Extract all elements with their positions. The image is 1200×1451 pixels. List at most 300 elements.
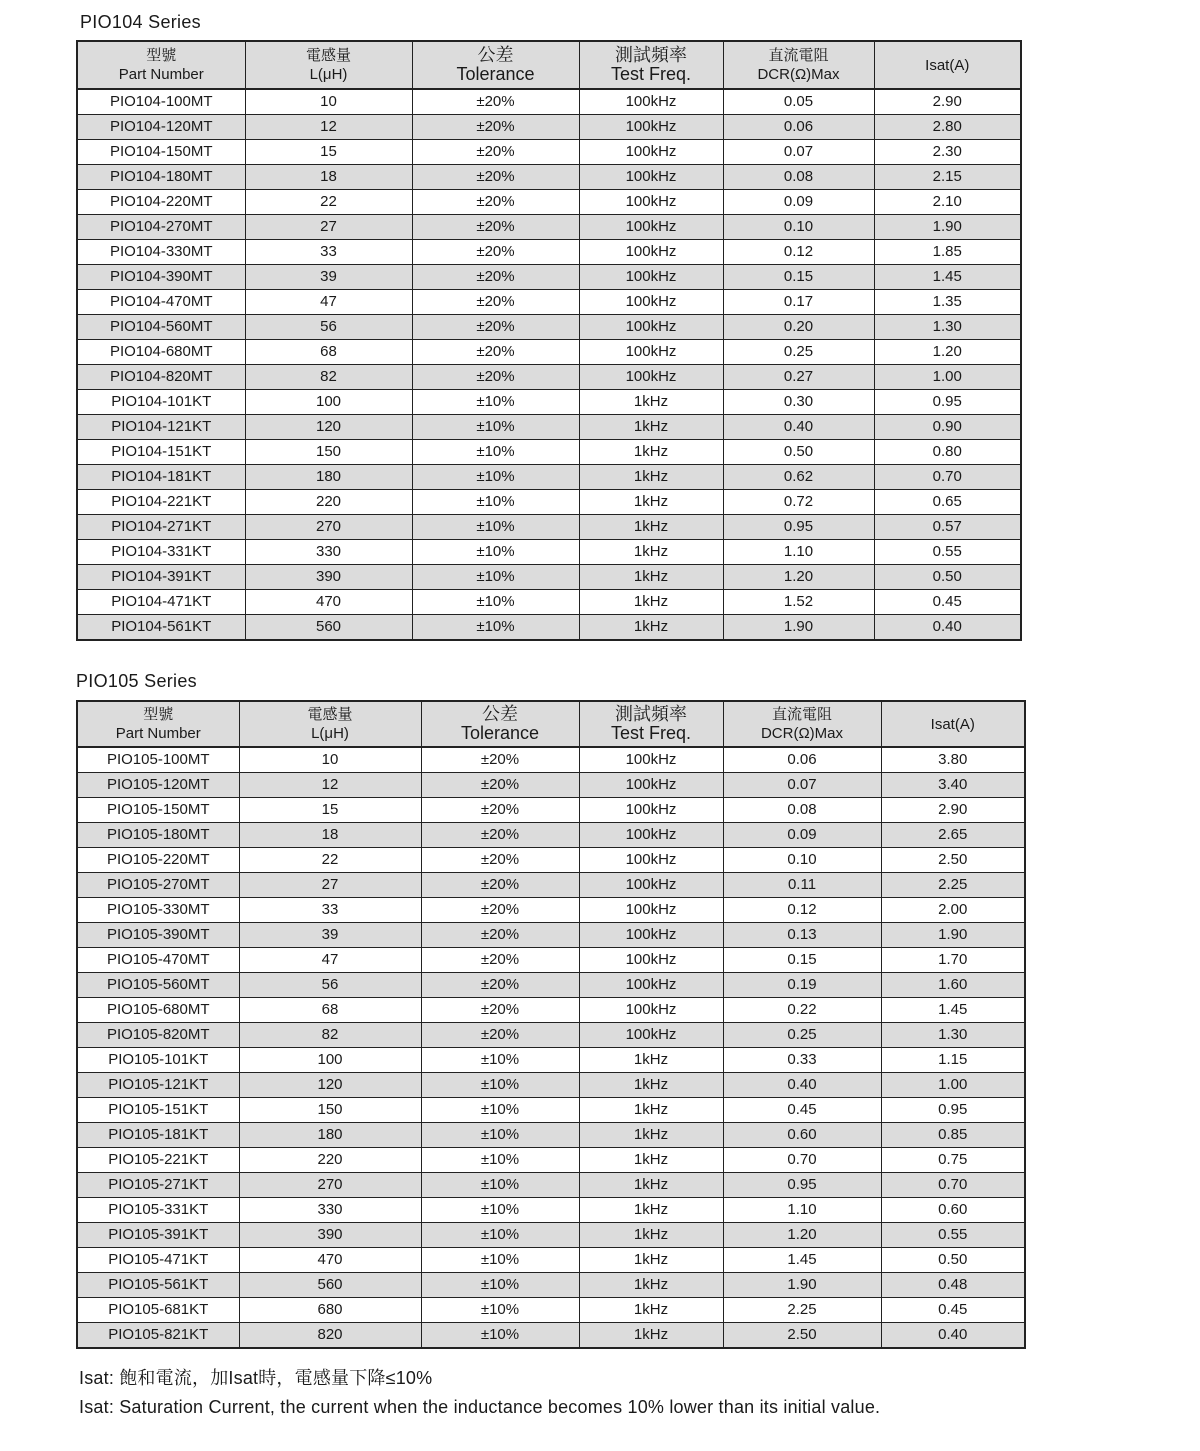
cell-test-freq: 100kHz — [579, 215, 723, 240]
cell-part-number: PIO104-820MT — [77, 365, 245, 390]
cell-tolerance: ±20% — [412, 190, 579, 215]
cell-inductance: 56 — [245, 315, 412, 340]
cell-tolerance: ±10% — [412, 590, 579, 615]
cell-dcr: 0.07 — [723, 140, 874, 165]
cell-tolerance: ±20% — [421, 923, 579, 948]
cell-part-number: PIO105-471KT — [77, 1248, 239, 1273]
cell-test-freq: 1kHz — [579, 1173, 723, 1198]
cell-inductance: 560 — [239, 1273, 421, 1298]
table-row — [77, 798, 1025, 823]
cell-test-freq: 1kHz — [579, 515, 723, 540]
cell-inductance: 22 — [245, 190, 412, 215]
cell-test-freq: 1kHz — [579, 1323, 723, 1349]
cell-tolerance: ±20% — [421, 773, 579, 798]
cell-test-freq: 1kHz — [579, 1148, 723, 1173]
cell-tolerance: ±10% — [412, 615, 579, 641]
cell-part-number: PIO105-271KT — [77, 1173, 239, 1198]
table-row — [77, 140, 1021, 165]
cell-dcr: 0.20 — [723, 315, 874, 340]
cell-test-freq: 1kHz — [579, 415, 723, 440]
header-test-freq: 測試頻率 Test Freq. — [579, 701, 723, 747]
table-row — [77, 1173, 1025, 1198]
cell-isat: 0.90 — [874, 415, 1021, 440]
cell-inductance: 100 — [245, 390, 412, 415]
cell-test-freq: 100kHz — [579, 190, 723, 215]
cell-test-freq: 1kHz — [579, 440, 723, 465]
cell-isat: 2.10 — [874, 190, 1021, 215]
cell-dcr: 0.08 — [723, 165, 874, 190]
header-dcr: 直流電阻 DCR(Ω)Max — [723, 41, 874, 89]
table-row — [77, 873, 1025, 898]
cell-part-number: PIO105-681KT — [77, 1298, 239, 1323]
cell-part-number: PIO105-120MT — [77, 773, 239, 798]
cell-inductance: 270 — [245, 515, 412, 540]
table-row — [77, 1273, 1025, 1298]
cell-isat: 0.45 — [874, 590, 1021, 615]
cell-isat: 1.00 — [881, 1073, 1025, 1098]
cell-test-freq: 100kHz — [579, 948, 723, 973]
cell-inductance: 27 — [245, 215, 412, 240]
cell-isat: 0.85 — [881, 1123, 1025, 1148]
cell-tolerance: ±10% — [412, 415, 579, 440]
table-row — [77, 440, 1021, 465]
cell-dcr: 0.50 — [723, 440, 874, 465]
cell-inductance: 330 — [239, 1198, 421, 1223]
table-row — [77, 848, 1025, 873]
cell-part-number: PIO105-121KT — [77, 1073, 239, 1098]
cell-test-freq: 1kHz — [579, 615, 723, 641]
cell-dcr: 0.22 — [723, 998, 881, 1023]
cell-dcr: 1.20 — [723, 1223, 881, 1248]
cell-tolerance: ±10% — [421, 1323, 579, 1349]
cell-isat: 0.48 — [881, 1273, 1025, 1298]
table-row — [77, 1098, 1025, 1123]
cell-dcr: 0.70 — [723, 1148, 881, 1173]
table-row — [77, 240, 1021, 265]
table-row — [77, 565, 1021, 590]
table-row — [77, 1223, 1025, 1248]
cell-isat: 0.80 — [874, 440, 1021, 465]
cell-inductance: 18 — [239, 823, 421, 848]
cell-part-number: PIO104-391KT — [77, 565, 245, 590]
cell-test-freq: 1kHz — [579, 1223, 723, 1248]
cell-dcr: 0.25 — [723, 340, 874, 365]
table-header-row — [77, 701, 1025, 747]
cell-tolerance: ±20% — [412, 365, 579, 390]
cell-inductance: 12 — [245, 115, 412, 140]
cell-part-number: PIO105-180MT — [77, 823, 239, 848]
cell-isat: 0.55 — [881, 1223, 1025, 1248]
cell-test-freq: 100kHz — [579, 1023, 723, 1048]
cell-dcr: 1.90 — [723, 1273, 881, 1298]
cell-part-number: PIO104-390MT — [77, 265, 245, 290]
cell-part-number: PIO104-221KT — [77, 490, 245, 515]
cell-test-freq: 100kHz — [579, 898, 723, 923]
table-row — [77, 615, 1021, 641]
cell-tolerance: ±20% — [421, 973, 579, 998]
cell-test-freq: 1kHz — [579, 1298, 723, 1323]
note-isat-chinese: Isat: 飽和電流，加Isat時，電感量下降≤10% — [79, 1368, 433, 1388]
cell-dcr: 0.05 — [723, 89, 874, 115]
cell-isat: 0.95 — [881, 1098, 1025, 1123]
cell-part-number: PIO104-470MT — [77, 290, 245, 315]
cell-inductance: 220 — [239, 1148, 421, 1173]
table-row — [77, 773, 1025, 798]
cell-isat: 2.90 — [881, 798, 1025, 823]
cell-test-freq: 100kHz — [579, 973, 723, 998]
cell-dcr: 2.50 — [723, 1323, 881, 1349]
cell-part-number: PIO105-220MT — [77, 848, 239, 873]
cell-inductance: 68 — [239, 998, 421, 1023]
cell-inductance: 820 — [239, 1323, 421, 1349]
cell-test-freq: 1kHz — [579, 1248, 723, 1273]
cell-part-number: PIO105-470MT — [77, 948, 239, 973]
series-title-pio104: PIO104 Series — [80, 12, 201, 32]
cell-dcr: 0.40 — [723, 1073, 881, 1098]
cell-inductance: 82 — [245, 365, 412, 390]
cell-dcr: 0.62 — [723, 465, 874, 490]
cell-test-freq: 100kHz — [579, 240, 723, 265]
cell-tolerance: ±10% — [412, 515, 579, 540]
table-row — [77, 1198, 1025, 1223]
cell-test-freq: 100kHz — [579, 873, 723, 898]
cell-tolerance: ±20% — [412, 240, 579, 265]
cell-isat: 0.75 — [881, 1148, 1025, 1173]
cell-tolerance: ±10% — [421, 1123, 579, 1148]
cell-isat: 1.90 — [874, 215, 1021, 240]
cell-test-freq: 100kHz — [579, 340, 723, 365]
cell-isat: 1.00 — [874, 365, 1021, 390]
cell-part-number: PIO104-560MT — [77, 315, 245, 340]
cell-part-number: PIO105-680MT — [77, 998, 239, 1023]
cell-dcr: 1.20 — [723, 565, 874, 590]
table-row — [77, 973, 1025, 998]
cell-tolerance: ±10% — [421, 1248, 579, 1273]
cell-tolerance: ±20% — [421, 1023, 579, 1048]
table-row — [77, 415, 1021, 440]
cell-inductance: 33 — [245, 240, 412, 265]
cell-isat: 1.45 — [881, 998, 1025, 1023]
cell-tolerance: ±10% — [412, 390, 579, 415]
table-row — [77, 190, 1021, 215]
cell-test-freq: 100kHz — [579, 998, 723, 1023]
table-row — [77, 515, 1021, 540]
table-row — [77, 315, 1021, 340]
cell-part-number: PIO104-271KT — [77, 515, 245, 540]
cell-dcr: 0.19 — [723, 973, 881, 998]
cell-dcr: 0.15 — [723, 265, 874, 290]
cell-dcr: 1.10 — [723, 540, 874, 565]
cell-inductance: 220 — [245, 490, 412, 515]
cell-part-number: PIO105-330MT — [77, 898, 239, 923]
table-row — [77, 590, 1021, 615]
cell-inductance: 470 — [245, 590, 412, 615]
cell-inductance: 27 — [239, 873, 421, 898]
cell-inductance: 680 — [239, 1298, 421, 1323]
cell-tolerance: ±10% — [412, 440, 579, 465]
cell-dcr: 0.45 — [723, 1098, 881, 1123]
table-row — [77, 998, 1025, 1023]
table-row — [77, 1148, 1025, 1173]
cell-inductance: 68 — [245, 340, 412, 365]
table-row — [77, 747, 1025, 773]
cell-inductance: 22 — [239, 848, 421, 873]
cell-tolerance: ±10% — [421, 1048, 579, 1073]
table-row — [77, 390, 1021, 415]
cell-isat: 0.45 — [881, 1298, 1025, 1323]
cell-part-number: PIO105-181KT — [77, 1123, 239, 1148]
cell-part-number: PIO104-101KT — [77, 390, 245, 415]
cell-part-number: PIO104-561KT — [77, 615, 245, 641]
cell-test-freq: 1kHz — [579, 540, 723, 565]
cell-isat: 3.40 — [881, 773, 1025, 798]
table-row — [77, 365, 1021, 390]
cell-isat: 0.40 — [881, 1323, 1025, 1349]
cell-tolerance: ±10% — [421, 1098, 579, 1123]
cell-isat: 1.85 — [874, 240, 1021, 265]
cell-part-number: PIO104-120MT — [77, 115, 245, 140]
cell-isat: 0.55 — [874, 540, 1021, 565]
cell-test-freq: 1kHz — [579, 465, 723, 490]
cell-test-freq: 100kHz — [579, 365, 723, 390]
cell-part-number: PIO104-151KT — [77, 440, 245, 465]
cell-tolerance: ±20% — [412, 265, 579, 290]
cell-tolerance: ±10% — [421, 1198, 579, 1223]
cell-dcr: 2.25 — [723, 1298, 881, 1323]
cell-isat: 0.65 — [874, 490, 1021, 515]
header-part-number: 型號 Part Number — [77, 41, 245, 89]
cell-tolerance: ±20% — [412, 165, 579, 190]
table-row — [77, 165, 1021, 190]
note-isat-english: Isat: Saturation Current, the current when the inductance becomes 10% lower than its initial value. — [79, 1397, 881, 1417]
table-row — [77, 823, 1025, 848]
cell-dcr: 1.45 — [723, 1248, 881, 1273]
cell-inductance: 82 — [239, 1023, 421, 1048]
cell-test-freq: 1kHz — [579, 1123, 723, 1148]
cell-dcr: 0.15 — [723, 948, 881, 973]
cell-test-freq: 100kHz — [579, 798, 723, 823]
cell-isat: 2.00 — [881, 898, 1025, 923]
cell-isat: 1.60 — [881, 973, 1025, 998]
table-row — [77, 923, 1025, 948]
header-part-number: 型號 Part Number — [77, 701, 239, 747]
cell-tolerance: ±10% — [412, 465, 579, 490]
cell-test-freq: 1kHz — [579, 1048, 723, 1073]
cell-test-freq: 100kHz — [579, 89, 723, 115]
cell-dcr: 0.72 — [723, 490, 874, 515]
cell-test-freq: 100kHz — [579, 823, 723, 848]
cell-dcr: 0.60 — [723, 1123, 881, 1148]
table-row — [77, 1323, 1025, 1349]
cell-dcr: 0.12 — [723, 898, 881, 923]
cell-tolerance: ±20% — [412, 215, 579, 240]
cell-isat: 2.25 — [881, 873, 1025, 898]
cell-dcr: 0.27 — [723, 365, 874, 390]
cell-test-freq: 100kHz — [579, 265, 723, 290]
header-inductance: 電感量 L(μH) — [239, 701, 421, 747]
cell-test-freq: 1kHz — [579, 590, 723, 615]
cell-part-number: PIO104-680MT — [77, 340, 245, 365]
cell-part-number: PIO105-821KT — [77, 1323, 239, 1349]
cell-dcr: 0.33 — [723, 1048, 881, 1073]
cell-inductance: 150 — [245, 440, 412, 465]
cell-inductance: 150 — [239, 1098, 421, 1123]
cell-part-number: PIO104-331KT — [77, 540, 245, 565]
cell-test-freq: 100kHz — [579, 140, 723, 165]
cell-inductance: 390 — [239, 1223, 421, 1248]
cell-test-freq: 100kHz — [579, 315, 723, 340]
table-row — [77, 540, 1021, 565]
cell-tolerance: ±20% — [421, 848, 579, 873]
cell-part-number: PIO105-561KT — [77, 1273, 239, 1298]
cell-inductance: 10 — [245, 89, 412, 115]
cell-dcr: 1.90 — [723, 615, 874, 641]
cell-inductance: 33 — [239, 898, 421, 923]
cell-tolerance: ±10% — [412, 540, 579, 565]
table-row — [77, 340, 1021, 365]
cell-inductance: 39 — [245, 265, 412, 290]
cell-part-number: PIO104-330MT — [77, 240, 245, 265]
cell-part-number: PIO105-331KT — [77, 1198, 239, 1223]
cell-tolerance: ±20% — [421, 898, 579, 923]
cell-test-freq: 100kHz — [579, 923, 723, 948]
cell-test-freq: 100kHz — [579, 290, 723, 315]
header-inductance: 電感量 L(μH) — [245, 41, 412, 89]
cell-part-number: PIO104-121KT — [77, 415, 245, 440]
cell-part-number: PIO105-390MT — [77, 923, 239, 948]
cell-tolerance: ±20% — [421, 747, 579, 773]
cell-part-number: PIO105-151KT — [77, 1098, 239, 1123]
cell-dcr: 0.06 — [723, 115, 874, 140]
cell-part-number: PIO104-270MT — [77, 215, 245, 240]
cell-inductance: 330 — [245, 540, 412, 565]
cell-test-freq: 1kHz — [579, 390, 723, 415]
cell-inductance: 15 — [239, 798, 421, 823]
table-row — [77, 89, 1021, 115]
cell-inductance: 18 — [245, 165, 412, 190]
cell-inductance: 12 — [239, 773, 421, 798]
cell-dcr: 1.52 — [723, 590, 874, 615]
cell-dcr: 0.10 — [723, 848, 881, 873]
cell-tolerance: ±20% — [421, 873, 579, 898]
cell-isat: 2.90 — [874, 89, 1021, 115]
cell-tolerance: ±20% — [412, 89, 579, 115]
cell-tolerance: ±20% — [412, 315, 579, 340]
cell-test-freq: 1kHz — [579, 490, 723, 515]
cell-part-number: PIO105-100MT — [77, 747, 239, 773]
table-row — [77, 948, 1025, 973]
cell-inductance: 270 — [239, 1173, 421, 1198]
header-isat: Isat(A) — [881, 701, 1025, 747]
cell-part-number: PIO105-221KT — [77, 1148, 239, 1173]
cell-tolerance: ±20% — [412, 140, 579, 165]
cell-test-freq: 100kHz — [579, 165, 723, 190]
cell-inductance: 47 — [245, 290, 412, 315]
cell-isat: 2.30 — [874, 140, 1021, 165]
cell-test-freq: 100kHz — [579, 747, 723, 773]
cell-isat: 1.30 — [881, 1023, 1025, 1048]
cell-isat: 0.70 — [881, 1173, 1025, 1198]
cell-isat: 1.15 — [881, 1048, 1025, 1073]
table-row — [77, 115, 1021, 140]
table-row — [77, 1073, 1025, 1098]
cell-isat: 2.65 — [881, 823, 1025, 848]
cell-inductance: 15 — [245, 140, 412, 165]
cell-dcr: 0.95 — [723, 515, 874, 540]
cell-part-number: PIO104-471KT — [77, 590, 245, 615]
cell-tolerance: ±10% — [421, 1298, 579, 1323]
cell-isat: 0.70 — [874, 465, 1021, 490]
cell-tolerance: ±10% — [412, 565, 579, 590]
cell-tolerance: ±20% — [412, 290, 579, 315]
table-row — [77, 1123, 1025, 1148]
cell-inductance: 180 — [245, 465, 412, 490]
cell-tolerance: ±20% — [421, 998, 579, 1023]
cell-dcr: 0.40 — [723, 415, 874, 440]
cell-test-freq: 1kHz — [579, 1273, 723, 1298]
cell-isat: 1.45 — [874, 265, 1021, 290]
cell-dcr: 0.10 — [723, 215, 874, 240]
cell-isat: 0.95 — [874, 390, 1021, 415]
cell-inductance: 180 — [239, 1123, 421, 1148]
cell-dcr: 0.06 — [723, 747, 881, 773]
cell-isat: 1.90 — [881, 923, 1025, 948]
cell-inductance: 390 — [245, 565, 412, 590]
cell-isat: 2.15 — [874, 165, 1021, 190]
cell-tolerance: ±20% — [412, 115, 579, 140]
cell-isat: 1.35 — [874, 290, 1021, 315]
cell-tolerance: ±20% — [412, 340, 579, 365]
cell-tolerance: ±10% — [421, 1173, 579, 1198]
header-isat: Isat(A) — [874, 41, 1021, 89]
series-title-pio105: PIO105 Series — [76, 671, 197, 691]
cell-isat: 0.50 — [874, 565, 1021, 590]
cell-dcr: 0.11 — [723, 873, 881, 898]
cell-inductance: 10 — [239, 747, 421, 773]
cell-inductance: 47 — [239, 948, 421, 973]
cell-part-number: PIO104-150MT — [77, 140, 245, 165]
cell-test-freq: 100kHz — [579, 848, 723, 873]
cell-tolerance: ±10% — [412, 490, 579, 515]
cell-inductance: 100 — [239, 1048, 421, 1073]
table-row — [77, 898, 1025, 923]
cell-dcr: 0.30 — [723, 390, 874, 415]
cell-dcr: 0.09 — [723, 190, 874, 215]
table-row — [77, 1023, 1025, 1048]
cell-inductance: 120 — [245, 415, 412, 440]
cell-isat: 0.40 — [874, 615, 1021, 641]
spec-table-pio105 — [76, 700, 1026, 1349]
cell-test-freq: 100kHz — [579, 773, 723, 798]
cell-inductance: 470 — [239, 1248, 421, 1273]
table-row — [77, 1048, 1025, 1073]
cell-part-number: PIO105-391KT — [77, 1223, 239, 1248]
cell-part-number: PIO105-270MT — [77, 873, 239, 898]
table-row — [77, 1298, 1025, 1323]
table-row — [77, 290, 1021, 315]
cell-isat: 1.70 — [881, 948, 1025, 973]
cell-dcr: 0.95 — [723, 1173, 881, 1198]
header-dcr: 直流電阻 DCR(Ω)Max — [723, 701, 881, 747]
cell-dcr: 0.12 — [723, 240, 874, 265]
cell-dcr: 0.17 — [723, 290, 874, 315]
table-row — [77, 215, 1021, 240]
cell-inductance: 39 — [239, 923, 421, 948]
cell-isat: 3.80 — [881, 747, 1025, 773]
cell-tolerance: ±10% — [421, 1273, 579, 1298]
cell-dcr: 0.07 — [723, 773, 881, 798]
cell-tolerance: ±10% — [421, 1073, 579, 1098]
